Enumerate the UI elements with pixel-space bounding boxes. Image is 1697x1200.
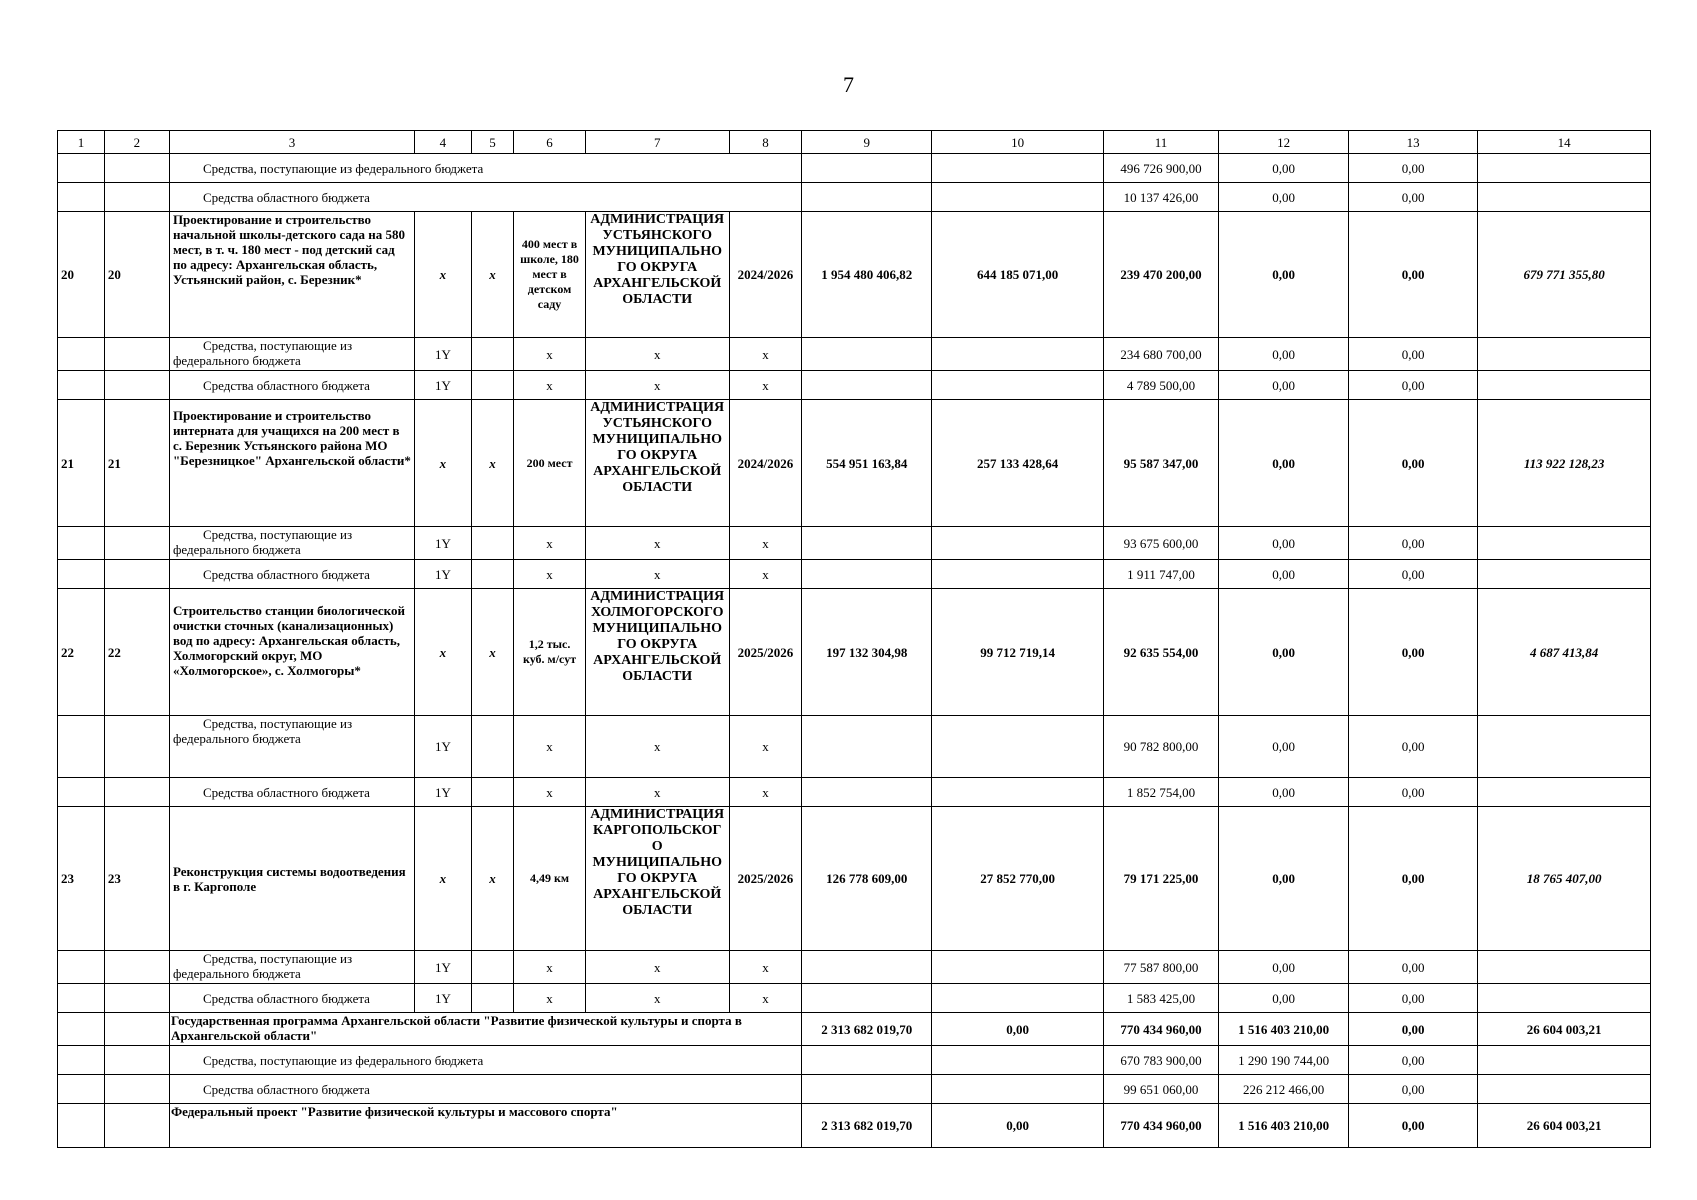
cell-code: 1Y xyxy=(415,984,472,1013)
cell-value: 644 185 071,00 xyxy=(932,212,1104,338)
cell-x: x xyxy=(729,984,802,1013)
cell-value: 0,00 xyxy=(1219,154,1349,183)
cell-value: 0,00 xyxy=(1349,589,1478,716)
row-number: 20 xyxy=(58,212,105,338)
federal-project-row xyxy=(58,1104,1651,1148)
cell-value: 496 726 900,00 xyxy=(1103,154,1218,183)
cell-x: x xyxy=(585,527,729,560)
cell-value: 257 133 428,64 xyxy=(932,400,1104,527)
cell-x: x xyxy=(729,951,802,984)
cell-x: x xyxy=(471,212,514,338)
table-row xyxy=(58,154,1651,183)
col-header: 14 xyxy=(1478,131,1651,154)
program-title: Государственная программа Архангельской области "Развитие физической культуры и спорта в Архангельской области" xyxy=(169,1013,801,1046)
project-row xyxy=(58,212,1651,338)
project-name: Проектирование и строительство интерната для учащихся на 200 мест в с. Березник Устьянского района МО "Березницкое" Архангельской области* xyxy=(169,400,414,527)
project-capacity: 400 мест в школе, 180 мест в детском саду xyxy=(514,212,585,338)
cell-value: 1 911 747,00 xyxy=(1103,560,1218,589)
cell-value: 0,00 xyxy=(1349,371,1478,400)
cell-value: 0,00 xyxy=(1219,951,1349,984)
cell-value: 4 687 413,84 xyxy=(1478,589,1651,716)
cell-value: 1 516 403 210,00 xyxy=(1219,1104,1349,1148)
cell-value: 1 954 480 406,82 xyxy=(802,212,932,338)
funding-source-label: Средства областного бюджета xyxy=(169,371,414,400)
header-row xyxy=(58,131,1651,154)
cell-value: 26 604 003,21 xyxy=(1478,1013,1651,1046)
federal-project-title: Федеральный проект "Развитие физической культуры и массового спорта" xyxy=(169,1104,801,1148)
col-header: 8 xyxy=(729,131,802,154)
cell-value: 126 778 609,00 xyxy=(802,807,932,951)
table-row xyxy=(58,951,1651,984)
cell-value: 0,00 xyxy=(1349,951,1478,984)
cell-code: 1Y xyxy=(415,338,472,371)
cell-value: 0,00 xyxy=(1219,212,1349,338)
col-header: 3 xyxy=(169,131,414,154)
project-period: 2024/2026 xyxy=(729,400,802,527)
cell-x: x xyxy=(729,716,802,778)
cell-value: 2 313 682 019,70 xyxy=(802,1104,932,1148)
project-name: Проектирование и строительство начальной школы-детского сада на 580 мест, в т. ч. 180 мест - под детский сад по адресу: Архангельская область, Устьянский район, с. Березник* xyxy=(169,212,414,338)
table-row xyxy=(58,560,1651,589)
project-capacity: 200 мест xyxy=(514,400,585,527)
table-row xyxy=(58,183,1651,212)
cell-value: 0,00 xyxy=(1219,371,1349,400)
cell-value: 1 516 403 210,00 xyxy=(1219,1013,1349,1046)
project-row xyxy=(58,807,1651,951)
cell-x: x xyxy=(514,951,585,984)
cell-value: 0,00 xyxy=(1349,154,1478,183)
row-number: 23 xyxy=(58,807,105,951)
cell-x: x xyxy=(471,589,514,716)
project-capacity: 1,2 тыс. куб. м/сут xyxy=(514,589,585,716)
cell-value: 0,00 xyxy=(1219,778,1349,807)
cell-value: 2 313 682 019,70 xyxy=(802,1013,932,1046)
cell-value: 0,00 xyxy=(1349,1075,1478,1104)
funding-source-label: Средства, поступающие из федерального бюджета xyxy=(169,154,801,183)
cell-value: 92 635 554,00 xyxy=(1103,589,1218,716)
funding-source-label: Средства, поступающие из федерального бюджета xyxy=(169,527,414,560)
row-number: 22 xyxy=(58,589,105,716)
col-header: 7 xyxy=(585,131,729,154)
cell-value: 770 434 960,00 xyxy=(1103,1104,1218,1148)
cell-value: 0,00 xyxy=(1219,984,1349,1013)
project-row xyxy=(58,589,1651,716)
funding-source-label: Средства областного бюджета xyxy=(169,1075,801,1104)
cell-value: 4 789 500,00 xyxy=(1103,371,1218,400)
project-row xyxy=(58,400,1651,527)
col-header: 4 xyxy=(415,131,472,154)
table-row xyxy=(58,1046,1651,1075)
cell-value: 670 783 900,00 xyxy=(1103,1046,1218,1075)
table-row xyxy=(58,527,1651,560)
cell-value: 239 470 200,00 xyxy=(1103,212,1218,338)
cell-value: 0,00 xyxy=(1349,1013,1478,1046)
funding-source-label: Средства областного бюджета xyxy=(169,984,414,1013)
col-header: 13 xyxy=(1349,131,1478,154)
project-period: 2025/2026 xyxy=(729,807,802,951)
row-id: 22 xyxy=(104,589,169,716)
budget-table xyxy=(57,130,1651,1148)
cell-value: 27 852 770,00 xyxy=(932,807,1104,951)
col-header: 9 xyxy=(802,131,932,154)
cell-value: 0,00 xyxy=(1349,212,1478,338)
col-header: 5 xyxy=(471,131,514,154)
cell-value: 0,00 xyxy=(1349,527,1478,560)
cell-value: 1 290 190 744,00 xyxy=(1219,1046,1349,1075)
col-header: 10 xyxy=(932,131,1104,154)
page-number: 7 xyxy=(843,72,854,97)
cell-value: 79 171 225,00 xyxy=(1103,807,1218,951)
cell-x: x xyxy=(729,527,802,560)
table-row xyxy=(58,1075,1651,1104)
cell-value: 0,00 xyxy=(932,1104,1104,1148)
cell-value: 0,00 xyxy=(1219,716,1349,778)
cell-value: 1 583 425,00 xyxy=(1103,984,1218,1013)
cell-x: x xyxy=(729,560,802,589)
cell-x: x xyxy=(585,984,729,1013)
cell-x: x xyxy=(514,338,585,371)
cell-value: 0,00 xyxy=(1219,560,1349,589)
cell-value: 0,00 xyxy=(1219,338,1349,371)
col-header: 12 xyxy=(1219,131,1349,154)
cell-code: 1Y xyxy=(415,560,472,589)
cell-value: 234 680 700,00 xyxy=(1103,338,1218,371)
cell-x: x xyxy=(415,400,472,527)
cell-value: 99 712 719,14 xyxy=(932,589,1104,716)
row-id: 20 xyxy=(104,212,169,338)
cell-x: x xyxy=(729,338,802,371)
cell-value: 0,00 xyxy=(1349,984,1478,1013)
cell-value: 90 782 800,00 xyxy=(1103,716,1218,778)
cell-value: 0,00 xyxy=(1219,183,1349,212)
project-name: Строительство станции биологической очистки сточных (канализационных) вод по адресу: Архангельская область, Холмогорский округ, МО «Холмогорское», с. Холмогоры* xyxy=(169,589,414,716)
cell-code: 1Y xyxy=(415,527,472,560)
cell-value: 0,00 xyxy=(1349,1046,1478,1075)
col-header: 11 xyxy=(1103,131,1218,154)
cell-value: 226 212 466,00 xyxy=(1219,1075,1349,1104)
program-row xyxy=(58,1013,1651,1046)
cell-code: 1Y xyxy=(415,716,472,778)
cell-x: x xyxy=(729,778,802,807)
cell-x: x xyxy=(514,984,585,1013)
cell-x: x xyxy=(471,400,514,527)
project-organization: АДМИНИСТРАЦИЯ УСТЬЯНСКОГО МУНИЦИПАЛЬНО ГО ОКРУГА АРХАНГЕЛЬСКОЙ ОБЛАСТИ xyxy=(585,400,729,527)
funding-source-label: Средства областного бюджета xyxy=(169,560,414,589)
cell-x: x xyxy=(585,560,729,589)
project-capacity: 4,49 км xyxy=(514,807,585,951)
cell-value: 0,00 xyxy=(1219,527,1349,560)
table-row xyxy=(58,984,1651,1013)
col-header: 6 xyxy=(514,131,585,154)
project-organization: АДМИНИСТРАЦИЯ ХОЛМОГОРСКОГО МУНИЦИПАЛЬНО ГО ОКРУГА АРХАНГЕЛЬСКОЙ ОБЛАСТИ xyxy=(585,589,729,716)
cell-x: x xyxy=(415,589,472,716)
cell-code: 1Y xyxy=(415,371,472,400)
cell-value: 0,00 xyxy=(1349,1104,1478,1148)
funding-source-label: Средства, поступающие из федерального бюджета xyxy=(169,338,414,371)
cell-value: 0,00 xyxy=(1349,716,1478,778)
funding-source-label: Средства областного бюджета xyxy=(169,778,414,807)
cell-x: x xyxy=(585,951,729,984)
cell-value: 0,00 xyxy=(1349,807,1478,951)
cell-value: 197 132 304,98 xyxy=(802,589,932,716)
cell-value: 0,00 xyxy=(1349,778,1478,807)
row-id: 23 xyxy=(104,807,169,951)
cell-value: 18 765 407,00 xyxy=(1478,807,1651,951)
table-row xyxy=(58,716,1651,778)
cell-value: 10 137 426,00 xyxy=(1103,183,1218,212)
cell-x: x xyxy=(585,338,729,371)
project-organization: АДМИНИСТРАЦИЯ УСТЬЯНСКОГО МУНИЦИПАЛЬНО ГО ОКРУГА АРХАНГЕЛЬСКОЙ ОБЛАСТИ xyxy=(585,212,729,338)
cell-value: 95 587 347,00 xyxy=(1103,400,1218,527)
table-row xyxy=(58,338,1651,371)
project-period: 2024/2026 xyxy=(729,212,802,338)
cell-code: 1Y xyxy=(415,951,472,984)
col-header: 1 xyxy=(58,131,105,154)
cell-value: 0,00 xyxy=(1349,183,1478,212)
funding-source-label: Средства областного бюджета xyxy=(169,183,801,212)
cell-x: x xyxy=(514,560,585,589)
table-row xyxy=(58,371,1651,400)
row-id: 21 xyxy=(104,400,169,527)
cell-x: x xyxy=(585,778,729,807)
row-number: 21 xyxy=(58,400,105,527)
funding-source-label: Средства, поступающие из федерального бюджета xyxy=(169,1046,801,1075)
cell-x: x xyxy=(514,371,585,400)
cell-x: x xyxy=(585,371,729,400)
funding-source-label: Средства, поступающие из федерального бюджета xyxy=(169,951,414,984)
col-header: 2 xyxy=(104,131,169,154)
cell-x: x xyxy=(514,716,585,778)
cell-value: 0,00 xyxy=(1349,560,1478,589)
cell-value: 0,00 xyxy=(1219,807,1349,951)
cell-value: 113 922 128,23 xyxy=(1478,400,1651,527)
cell-value: 0,00 xyxy=(1349,400,1478,527)
cell-value: 1 852 754,00 xyxy=(1103,778,1218,807)
cell-value: 0,00 xyxy=(1349,338,1478,371)
project-period: 2025/2026 xyxy=(729,589,802,716)
cell-x: x xyxy=(585,716,729,778)
cell-value: 770 434 960,00 xyxy=(1103,1013,1218,1046)
cell-value: 554 951 163,84 xyxy=(802,400,932,527)
cell-value: 679 771 355,80 xyxy=(1478,212,1651,338)
cell-value: 26 604 003,21 xyxy=(1478,1104,1651,1148)
project-name: Реконструкция системы водоотведения в г. Каргополе xyxy=(169,807,414,951)
project-organization: АДМИНИСТРАЦИЯ КАРГОПОЛЬСКОГ О МУНИЦИПАЛЬНО ГО ОКРУГА АРХАНГЕЛЬСКОЙ ОБЛАСТИ xyxy=(585,807,729,951)
cell-code: 1Y xyxy=(415,778,472,807)
cell-x: x xyxy=(514,778,585,807)
cell-value: 93 675 600,00 xyxy=(1103,527,1218,560)
cell-value: 0,00 xyxy=(1219,400,1349,527)
cell-value: 77 587 800,00 xyxy=(1103,951,1218,984)
cell-x: x xyxy=(729,371,802,400)
cell-value: 0,00 xyxy=(1219,589,1349,716)
cell-x: x xyxy=(471,807,514,951)
cell-x: x xyxy=(415,807,472,951)
cell-x: x xyxy=(514,527,585,560)
cell-value: 0,00 xyxy=(932,1013,1104,1046)
cell-x: x xyxy=(415,212,472,338)
table-row xyxy=(58,778,1651,807)
cell-value: 99 651 060,00 xyxy=(1103,1075,1218,1104)
funding-source-label: Средства, поступающие из федерального бюджета xyxy=(169,716,414,778)
